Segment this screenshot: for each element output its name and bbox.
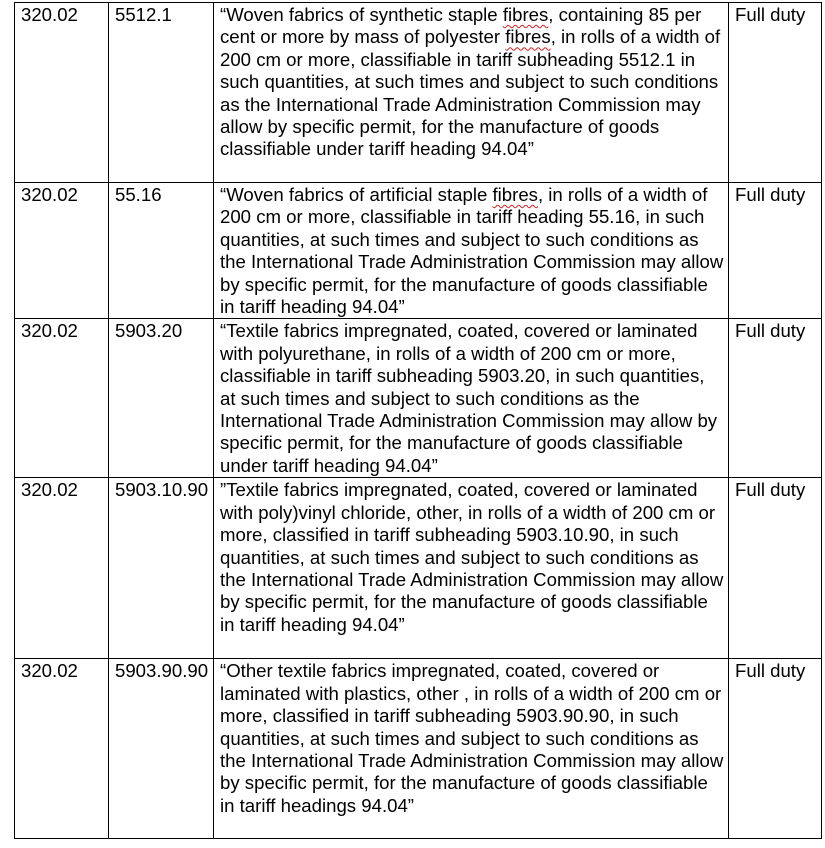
tariff-heading-cell: 5903.10.90 [109,478,214,659]
tariff-heading-cell: 5512.1 [109,3,214,183]
description-text: , in rolls of a width of 200 cm or more, classifiable in tariff subheading 5512.1 in such quantities, at such times and subject to such conditions as the International Trade Administration Commission may allow by specific permit, for the manufacture of goods classifiable under tariff heading 94.04” [220,26,721,160]
description-cell [214,3,729,183]
tariff-heading-cell: 5903.20 [109,319,214,478]
duty-cell: Full duty [729,319,822,478]
description-text: “Woven fabrics of synthetic staple [220,4,503,25]
description-cell: ”Textile fabrics impregnated, coated, covered or laminated with poly)vinyl chloride, other, in rolls of a width of 200 cm or more, classified in tariff subheading 5903.10.90, in such quantities, at such times and subject to such conditions as the International Trade Administration Commission may allow by specific permit, for the manufacture of goods classifiable in tariff heading 94.04” [214,478,729,659]
duty-cell: Full duty [729,3,822,183]
tariff-item-cell: 320.02 [15,319,109,478]
table-row [15,183,822,319]
description-cell: “Textile fabrics impregnated, coated, covered or laminated with polyurethane, in rolls of a width of 200 cm or more, classifiable in tariff subheading 5903.20, in such quantities, at such times and subject to such conditions as the International Trade Administration Commission may allow by specific permit, for the manufacture of goods classifiable under tariff heading 94.04” [214,319,729,478]
description-cell: “Other textile fabrics impregnated, coated, covered or laminated with plastics, other , in rolls of a width of 200 cm or more, classified in tariff subheading 5903.90.90, in such quantities, at such times and subject to such conditions as the International Trade Administration Commission may allow by specific permit, for the manufacture of goods classifiable in tariff headings 94.04” [214,659,729,839]
table-row [15,3,822,183]
spelling-flagged-word: fibres [502,4,549,25]
tariff-item-cell: 320.02 [15,478,109,659]
description-text: , in rolls of a width of 200 cm or more, classifiable in tariff heading 55.16, in such quantities, at such times and subject to such conditions as the International Trade Administration Commission may allow by specific permit, for the manufacture of goods classifiable in tariff heading 94.04” [220,184,724,318]
duty-cell: Full duty [729,183,822,319]
table-row [15,319,822,478]
table-row [15,659,822,839]
tariff-heading-cell: 5903.90.90 [109,659,214,839]
description-text: “Woven fabrics of artificial staple [220,184,493,205]
spelling-flagged-word: fibres [492,184,538,205]
tariff-table [14,2,822,839]
duty-cell: Full duty [729,659,822,839]
table-row [15,478,822,659]
description-text: , containing 85 per cent or more by mass of polyester [220,4,702,48]
duty-cell: Full duty [729,478,822,659]
tariff-heading-cell: 55.16 [109,183,214,319]
tariff-item-cell: 320.02 [15,659,109,839]
tariff-item-cell: 320.02 [15,3,109,183]
description-cell [214,183,729,319]
tariff-item-cell: 320.02 [15,183,109,319]
spelling-flagged-word: fibres [505,26,551,48]
